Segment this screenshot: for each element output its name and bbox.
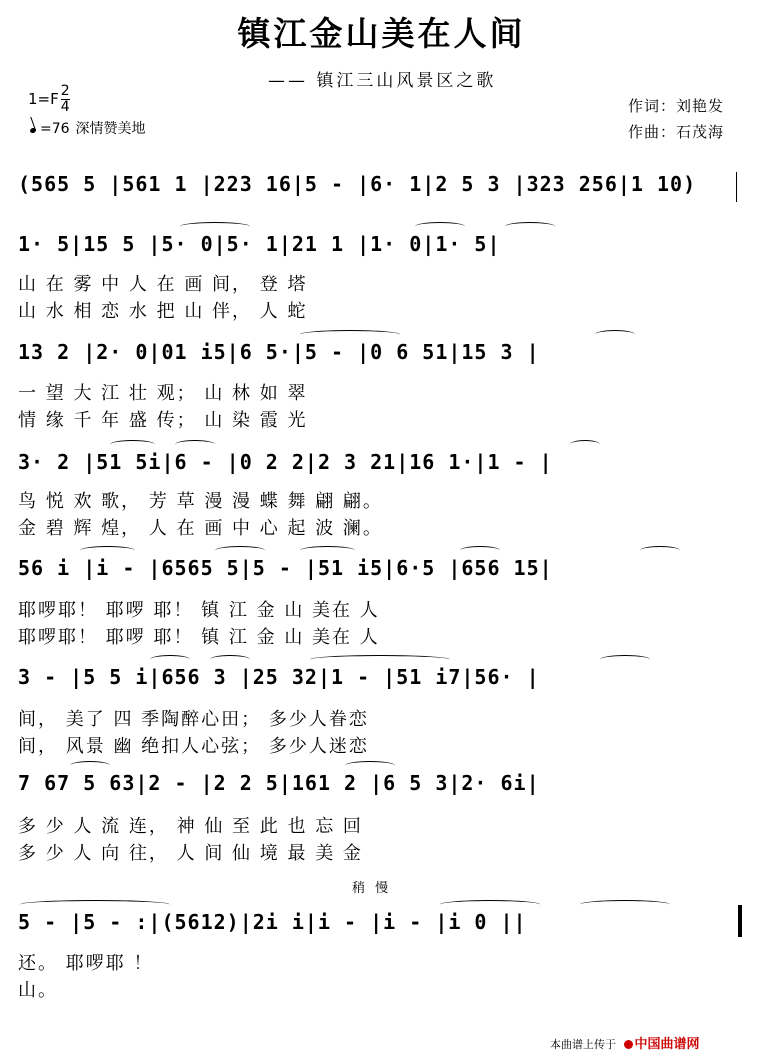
lyric-line-7-verse-1: 多 少 人 流 连， 神 仙 至 此 也 忘 回: [18, 816, 363, 837]
lyric-line-2-verse-2: 山 水 相 恋 水 把 山 伴， 人 蛇: [18, 301, 308, 322]
tempo-marking: [30, 118, 146, 138]
footer-text: 本曲谱上传于: [550, 1038, 616, 1051]
quarter-note-icon: [29, 127, 36, 134]
slur: [110, 440, 155, 449]
slur: [150, 655, 190, 664]
slur: [570, 440, 600, 449]
composer-credit: 作曲：石茂海: [628, 123, 725, 141]
lyric-line-4-verse-2: 金 碧 辉 煌， 人 在 画 中 心 起 波 澜。: [18, 518, 383, 539]
lyric-line-6-verse-1: 间， 美了 四 季陶醉心田； 多少人眷恋: [18, 709, 369, 730]
slur: [175, 440, 215, 449]
slur: [300, 330, 400, 339]
notation-line-5: 56 i |i - |6565 5|5 - |51 i5|6·5 |656 15|: [18, 556, 553, 580]
tempo-value: =76: [40, 121, 70, 137]
time-numerator: 2: [60, 83, 70, 99]
slur: [215, 546, 265, 555]
lyric-line-8-verse-2: 山。: [18, 980, 58, 1001]
notation-line-3: 13 2 |2· 0|01 i5|6 5·|5 - |0 6 51|15 3 |: [18, 340, 540, 364]
slur: [180, 222, 250, 231]
notation-line-8: 5 - |5 - :|(5612)|2i i|i - |i - |i 0 ||: [18, 910, 527, 934]
end-barline: [736, 172, 737, 202]
key-label: 1=F: [28, 90, 59, 108]
time-denominator: 4: [60, 99, 70, 115]
lyric-line-8-verse-1: 还。 耶啰耶 ！: [18, 953, 154, 974]
slur: [70, 761, 110, 770]
site-logo: [624, 1033, 700, 1052]
lyric-line-3-verse-1: 一 望 大 江 壮 观； 山 林 如 翠: [18, 383, 308, 404]
notation-line-7: 7 67 5 63|2 - |2 2 5|161 2 |6 5 3|2· 6i|: [18, 771, 540, 795]
lyricist-credit: 作词：刘艳发: [628, 97, 725, 115]
slur: [505, 222, 555, 231]
lyric-line-5-verse-1: 耶啰耶！ 耶啰 耶！ 镇 江 金 山 美在 人: [18, 600, 380, 621]
site-name: 中国曲谱网: [634, 1037, 700, 1052]
notation-line-1: (565 5 |561 1 |223 16|5 - |6· 1|2 5 3 |323 256|1 10): [18, 172, 697, 196]
lyric-line-7-verse-2: 多 少 人 向 往， 人 间 仙 境 最 美 金: [18, 843, 363, 864]
tempo-change-marking: 稍 慢: [352, 881, 392, 896]
site-logo-icon: [624, 1040, 633, 1049]
lyric-line-2-verse-1: 山 在 雾 中 人 在 画 间， 登 塔: [18, 274, 308, 295]
page-title: 镇江金山美在人间: [237, 14, 526, 53]
slur: [415, 222, 465, 231]
slur: [310, 655, 450, 664]
page-subtitle: —— 镇江三山风景区之歌: [268, 71, 497, 91]
lyric-line-5-verse-2: 耶啰耶！ 耶啰 耶！ 镇 江 金 山 美在 人: [18, 627, 380, 648]
key-signature: [28, 84, 70, 115]
slur: [345, 761, 395, 770]
slur: [20, 900, 170, 909]
slur: [460, 546, 500, 555]
lyric-line-3-verse-2: 情 缘 千 年 盛 传； 山 染 霞 光: [18, 410, 308, 431]
notation-line-6: 3 - |5 5 i|656 3 |25 32|1 - |51 i7|56· |: [18, 665, 540, 689]
slur: [640, 546, 680, 555]
time-signature: [61, 84, 70, 115]
final-barline: [738, 905, 742, 937]
slur: [580, 900, 670, 909]
lyric-line-6-verse-2: 间， 风景 幽 绝扣人心弦； 多少人迷恋: [18, 736, 369, 757]
slur: [80, 546, 135, 555]
slur: [440, 900, 540, 909]
slur: [600, 655, 650, 664]
slur: [300, 546, 355, 555]
slur: [595, 330, 635, 339]
notation-line-2: 1· 5|15 5 |5· 0|5· 1|21 1 |1· 0|1· 5|: [18, 232, 501, 256]
notation-line-4: 3· 2 |51 5i|6 - |0 2 2|2 3 21|16 1·|1 - |: [18, 450, 553, 474]
lyric-line-4-verse-1: 鸟 悦 欢 歌， 芳 草 漫 漫 蝶 舞 翩 翩。: [18, 491, 383, 512]
slur: [210, 655, 250, 664]
footer-credit: [550, 1033, 700, 1052]
tempo-expression: 深情赞美地: [75, 121, 146, 137]
